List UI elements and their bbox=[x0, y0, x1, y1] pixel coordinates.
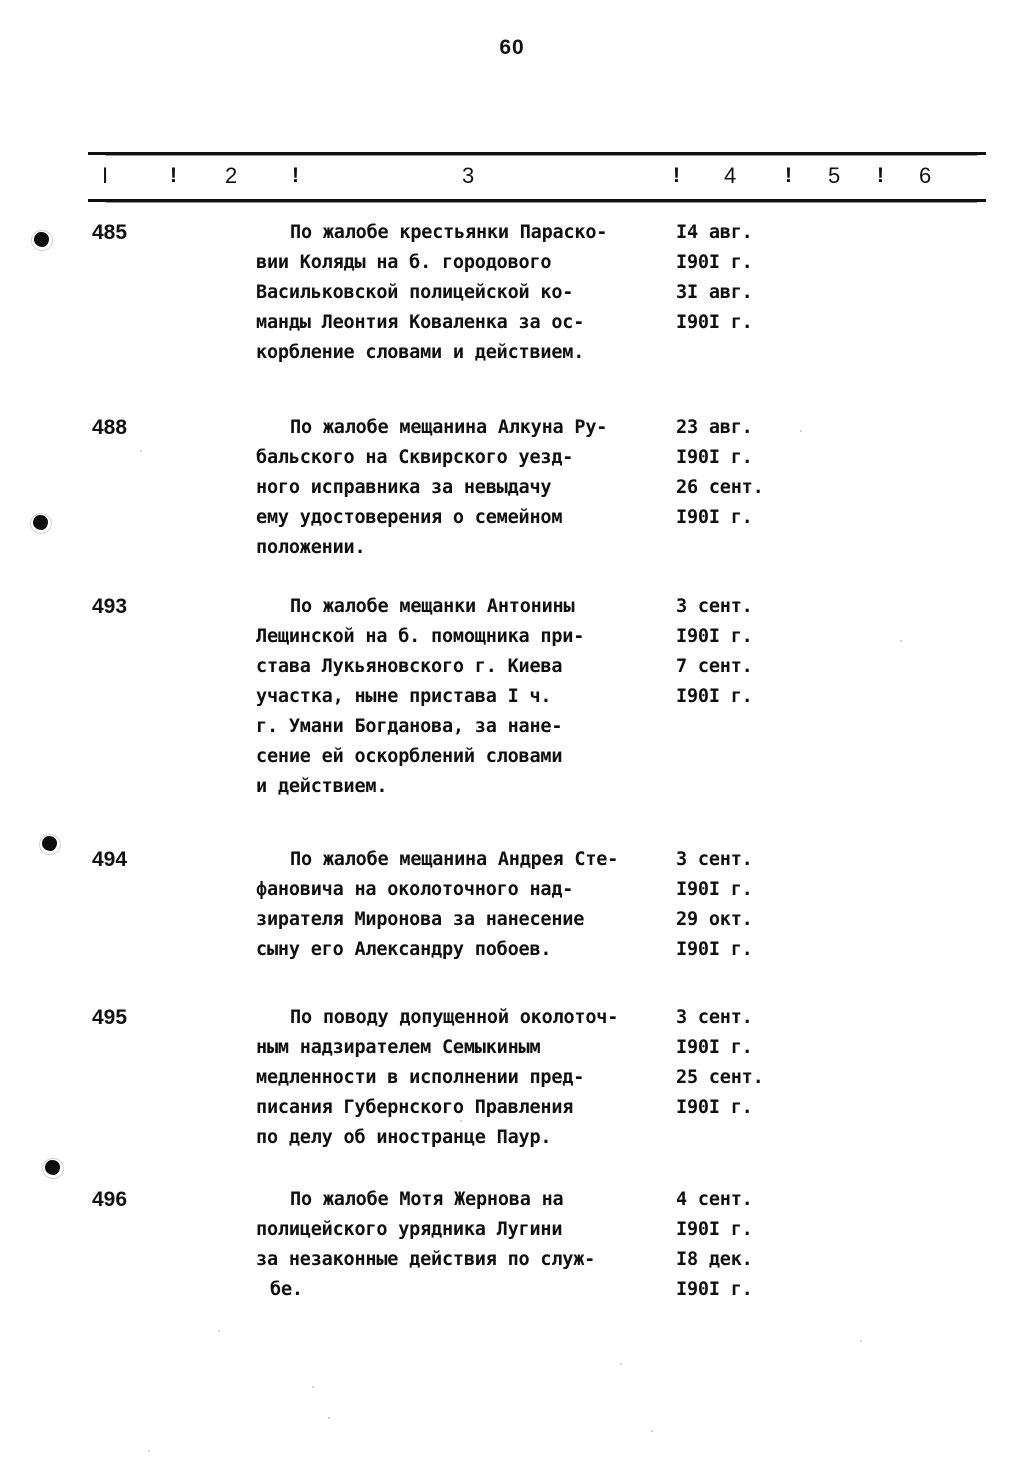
entry-description-line: писания Губернского Правления bbox=[256, 1097, 574, 1118]
entry-date-line: I90I г. bbox=[676, 1279, 753, 1300]
entry-dates bbox=[676, 1003, 936, 1123]
column-header-1: I bbox=[102, 163, 109, 188]
entry-dates bbox=[676, 592, 936, 712]
entry-description-line: сение ей оскорблений словами bbox=[256, 746, 563, 767]
entry-date-line: 3I авг. bbox=[676, 282, 753, 303]
entry-description-line: става Лукьяновского г. Киева bbox=[256, 656, 563, 677]
entry-description-line: По жалобе мещанина Алкуна Ру- bbox=[290, 417, 608, 438]
scan-speckle bbox=[860, 1340, 862, 1342]
entry-description bbox=[256, 218, 676, 368]
entry-date-line: 26 сент. bbox=[676, 477, 764, 498]
entry-date-line: I90I г. bbox=[676, 686, 753, 707]
entry-description-line: зирателя Миронова за нанесение bbox=[256, 909, 585, 930]
entry-number: 495 bbox=[92, 1006, 128, 1029]
entry-date-line: I90I г. bbox=[676, 312, 753, 333]
entry-number: 496 bbox=[92, 1188, 128, 1211]
scan-speckle bbox=[800, 430, 802, 432]
margin-ink-blot bbox=[45, 1160, 60, 1175]
entry-date-line: I90I г. bbox=[676, 879, 753, 900]
column-separator-5: ! bbox=[877, 164, 884, 187]
entry-description-line: медленности в исполнении пред- bbox=[256, 1067, 585, 1088]
entry-description-line: По жалобе мещанина Андрея Сте- bbox=[290, 849, 619, 870]
entry-description-line: вии Коляды на б. городового bbox=[256, 252, 552, 273]
entry-description-line: ему удостоверения о семейном bbox=[256, 507, 563, 528]
entry-date-line: I90I г. bbox=[676, 507, 753, 528]
entry-description-line: корбление словами и действием. bbox=[256, 342, 585, 363]
entry-description bbox=[256, 1185, 676, 1305]
entry-number: 485 bbox=[92, 221, 128, 244]
entry-description bbox=[256, 845, 676, 965]
entry-description-line: за незаконные действия по служ- bbox=[256, 1249, 596, 1270]
entry-date-line: 3 сент. bbox=[676, 1007, 753, 1028]
entry-description-line: Васильковской полицейской ко- bbox=[256, 282, 574, 303]
entry-date-line: 3 сент. bbox=[676, 596, 753, 617]
entry-description-line: ным надзирателем Семыкиным bbox=[256, 1037, 541, 1058]
entry-date-line: I90I г. bbox=[676, 447, 753, 468]
entry-dates bbox=[676, 413, 936, 533]
scan-speckle bbox=[148, 1450, 150, 1452]
entry-date-line: I90I г. bbox=[676, 1097, 753, 1118]
scan-speckle bbox=[312, 1386, 314, 1388]
margin-ink-blot bbox=[42, 836, 57, 851]
entry-date-line: I90I г. bbox=[676, 1037, 753, 1058]
entry-date-line: 4 сент. bbox=[676, 1189, 753, 1210]
scan-speckle bbox=[140, 450, 142, 452]
entry-description-line: сыну его Александру побоев. bbox=[256, 939, 552, 960]
column-header-5: 5 bbox=[828, 163, 841, 188]
entry-date-line: I90I г. bbox=[676, 1219, 753, 1240]
entry-description-line: и действием. bbox=[256, 776, 388, 797]
entry-description-line: участка, ныне пристава I ч. bbox=[256, 686, 552, 707]
entry-description-line: г. Умани Богданова, за нане- bbox=[256, 716, 563, 737]
margin-ink-blot bbox=[33, 515, 48, 530]
scan-speckle bbox=[218, 1330, 220, 1332]
scan-speckle bbox=[651, 1430, 653, 1432]
entry-description-line: по делу об иностранце Паур. bbox=[256, 1127, 552, 1148]
entry-date-line: I90I г. bbox=[676, 626, 753, 647]
scan-speckle bbox=[620, 1363, 622, 1365]
entry-description bbox=[256, 413, 676, 563]
entry-description bbox=[256, 1003, 676, 1153]
scan-speckle bbox=[360, 520, 362, 522]
entry-number: 493 bbox=[92, 595, 128, 618]
entry-number: 494 bbox=[92, 848, 128, 871]
entry-date-line: 7 сент. bbox=[676, 656, 753, 677]
column-header-2: 2 bbox=[225, 163, 238, 188]
entry-description-line: По жалобе Мотя Жернова на bbox=[290, 1189, 564, 1210]
entry-description-line: полицейского урядника Лугини bbox=[256, 1219, 563, 1240]
entry-date-line: I90I г. bbox=[676, 252, 753, 273]
entry-date-line: 25 сент. bbox=[676, 1067, 764, 1088]
entry-description-line: По жалобе мещанки Антонины bbox=[290, 596, 575, 617]
entry-description-line: положении. bbox=[256, 537, 366, 558]
entry-dates bbox=[676, 845, 936, 965]
entry-date-line: I90I г. bbox=[676, 939, 753, 960]
entry-dates bbox=[676, 1185, 936, 1305]
entry-description-line: ного исправника за невыдачу bbox=[256, 477, 552, 498]
entry-description-line: Лещинской на б. помощника при- bbox=[256, 626, 585, 647]
column-separator-4: ! bbox=[785, 164, 792, 187]
entry-date-line: 29 окт. bbox=[676, 909, 753, 930]
entry-description-line: По жалобе крестьянки Параско- bbox=[290, 222, 608, 243]
column-separator-2: ! bbox=[292, 164, 299, 187]
header-rule-top bbox=[88, 152, 986, 155]
entry-description-line: бе. bbox=[270, 1279, 303, 1300]
entry-description bbox=[256, 592, 676, 802]
column-separator-1: ! bbox=[170, 164, 177, 187]
entry-number: 488 bbox=[92, 416, 128, 439]
scan-speckle bbox=[900, 640, 902, 642]
column-header-6: 6 bbox=[919, 163, 932, 188]
entry-description-line: фановича на околоточного над- bbox=[256, 879, 574, 900]
entry-description-line: бальского на Сквирского уезд- bbox=[256, 447, 574, 468]
table-header-band bbox=[88, 152, 986, 202]
entry-date-line: I8 дек. bbox=[676, 1249, 753, 1270]
column-header-3: 3 bbox=[462, 163, 475, 188]
entry-date-line: 23 авг. bbox=[676, 417, 753, 438]
page-number: 60 bbox=[499, 36, 525, 59]
scan-speckle bbox=[460, 1120, 462, 1122]
entry-description-line: По поводу допущенной околоточ- bbox=[290, 1007, 619, 1028]
column-header-4: 4 bbox=[724, 163, 737, 188]
header-rule-bottom bbox=[88, 199, 986, 202]
entry-dates bbox=[676, 218, 936, 338]
entry-date-line: I4 авг. bbox=[676, 222, 753, 243]
entry-description-line: манды Леонтия Коваленка за ос- bbox=[256, 312, 585, 333]
column-separator-3: ! bbox=[673, 164, 680, 187]
scan-speckle bbox=[328, 1417, 330, 1419]
entry-date-line: 3 сент. bbox=[676, 849, 753, 870]
scan-speckle bbox=[506, 760, 508, 762]
margin-ink-blot bbox=[34, 232, 49, 247]
